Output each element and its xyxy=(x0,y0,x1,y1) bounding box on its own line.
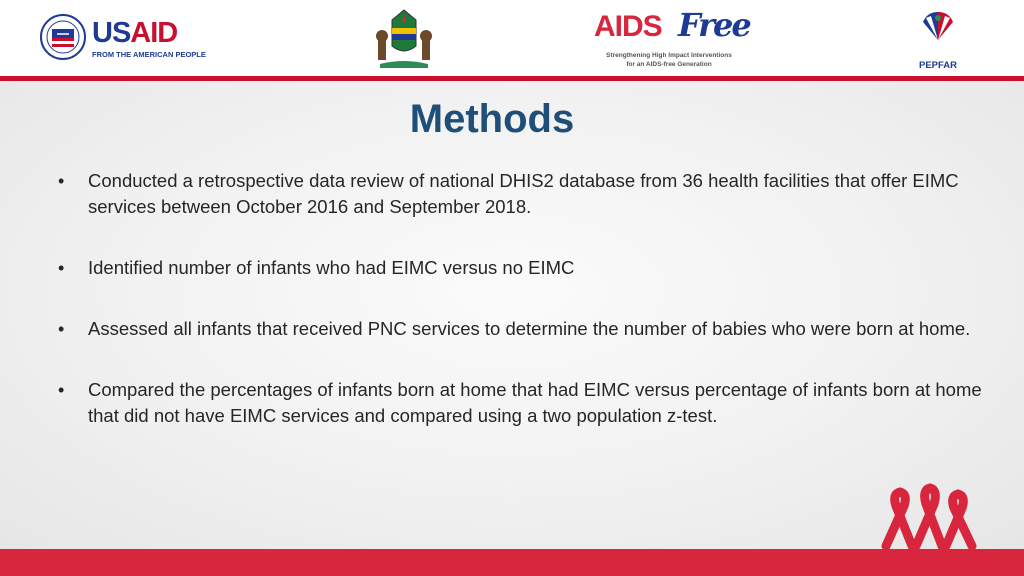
bullet-glyph: • xyxy=(58,258,65,278)
logo-header xyxy=(0,0,1024,76)
bullet-text: Compared the percentages of infants born at home that had EIMC versus percentage of infants born at home that did not have EIMC services and compared using a two population z-test. xyxy=(88,379,982,426)
pepfar-name: PEPFAR xyxy=(918,60,957,71)
bullet-glyph: • xyxy=(58,380,65,400)
bullet-item xyxy=(56,377,986,429)
footer-bar xyxy=(0,549,1024,576)
bullet-item xyxy=(56,168,986,220)
usaid-word-aid: AID xyxy=(130,17,178,49)
bullet-glyph: • xyxy=(58,319,65,339)
pepfar-logo xyxy=(906,10,970,72)
bullet-text: Assessed all infants that received PNC services to determine the number of babies who were born at home. xyxy=(88,318,971,339)
tanzania-coat-of-arms-icon xyxy=(372,6,436,70)
aidsfree-word-free: Free xyxy=(678,6,750,44)
aidsfree-tagline-1: Strengthening High Impact Interventions xyxy=(606,52,732,59)
bullet-text: Identified number of infants who had EIMC versus no EIMC xyxy=(88,257,575,278)
bullet-item xyxy=(56,316,986,342)
slide-title: Methods xyxy=(409,97,575,141)
usaid-seal-icon xyxy=(40,14,86,60)
usaid-tagline: FROM THE AMERICAN PEOPLE xyxy=(92,50,206,59)
usaid-logo xyxy=(40,14,206,66)
usaid-word-us: US xyxy=(92,17,131,49)
bullet-item xyxy=(56,255,986,281)
aidsfree-tagline-2: for an AIDS-free Generation xyxy=(626,61,712,68)
bullet-glyph: • xyxy=(58,171,65,191)
usaid-wordmark xyxy=(92,17,177,50)
aidsfree-word-aids: AIDS xyxy=(594,10,662,43)
pepfar-flags-icon xyxy=(917,10,959,44)
bullet-text: Conducted a retrospective data review of national DHIS2 database from 36 health facilities that offer EIMC services between October 2016 and September 2018. xyxy=(88,170,959,217)
red-ribbons-icon xyxy=(872,482,982,550)
aidsfree-logo xyxy=(594,6,754,72)
bullet-list xyxy=(56,168,986,464)
